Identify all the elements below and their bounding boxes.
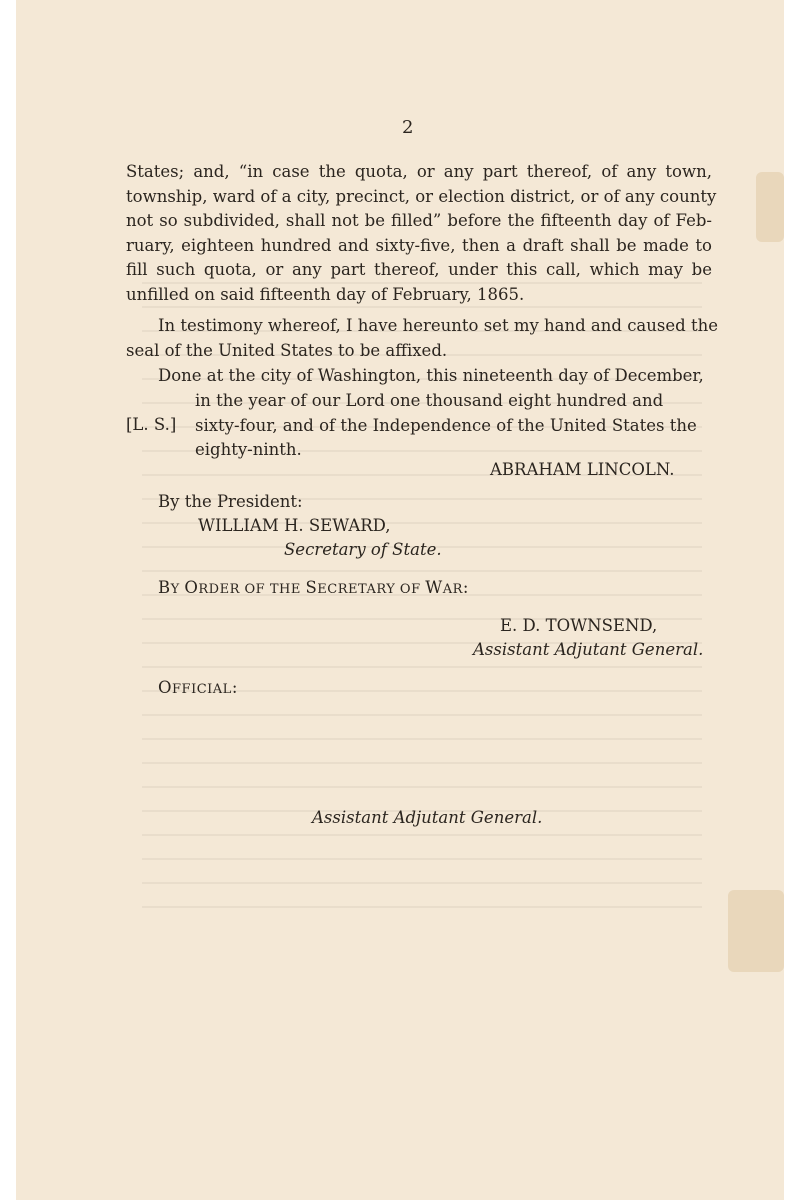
official-colon: : [231,678,238,697]
official-text: FFICIAL [172,682,232,697]
body-line: ruary, eighteen hundred and sixty-five, then a draft shall be made to [126,235,712,255]
order-letter: O [184,578,199,597]
order-text: AR [442,582,463,597]
paper-stain [756,172,784,242]
page-number: 2 [402,117,414,138]
testimony-line: seal of the United States to be affixed. [126,340,448,360]
order-heading [158,576,469,603]
official-letter: O [158,678,173,697]
done-line: Done at the city of Washington, this nineteenth day of December, [158,366,704,385]
body-line: unfilled on said fifteenth day of February, 1865. [126,284,525,304]
bottom-signature-title: Assistant Adjutant General. [312,808,543,827]
body-line: township, ward of a city, precinct, or election district, or of any county [126,186,717,206]
done-line: sixty-four, and of the Independence of the United States the [195,415,697,435]
townsend-title: Assistant Adjutant General. [473,640,704,659]
secretary-name: WILLIAM H. SEWARD, [198,516,391,535]
order-text: RDER OF THE [198,582,306,597]
body-line: fill such quota, or any part thereof, under this call, which may be [126,260,712,279]
testimony-line: In testimony whereof, I have hereunto set my hand and caused the [158,316,718,335]
done-continuation [195,389,697,463]
body-line: not so subdivided, shall not be filled” before the fifteenth day of Feb- [126,211,712,230]
townsend-name: E. D. TOWNSEND, [500,616,658,635]
order-colon: : [462,578,469,597]
seal-mark: [L. S.] [126,415,177,434]
order-letter: S [305,578,318,597]
done-line: in the year of our Lord one thousand eight hundred and [195,391,664,410]
by-the-president: By the President: [158,492,303,511]
order-letter: W [425,578,443,597]
testimony-paragraph [126,314,718,363]
body-paragraph [126,160,717,307]
secretary-title: Secretary of State. [284,540,442,559]
signer-name: ABRAHAM LINCOLN. [490,460,675,479]
order-letter: B [158,578,171,597]
order-text: Y [170,582,185,597]
done-line: eighty-ninth. [195,440,302,459]
body-line: States; and, “in case the quota, or any part thereof, of any town, [126,162,712,181]
paper-stain [728,890,784,972]
official-heading [158,676,238,703]
order-text: ECRETARY OF [317,582,426,597]
